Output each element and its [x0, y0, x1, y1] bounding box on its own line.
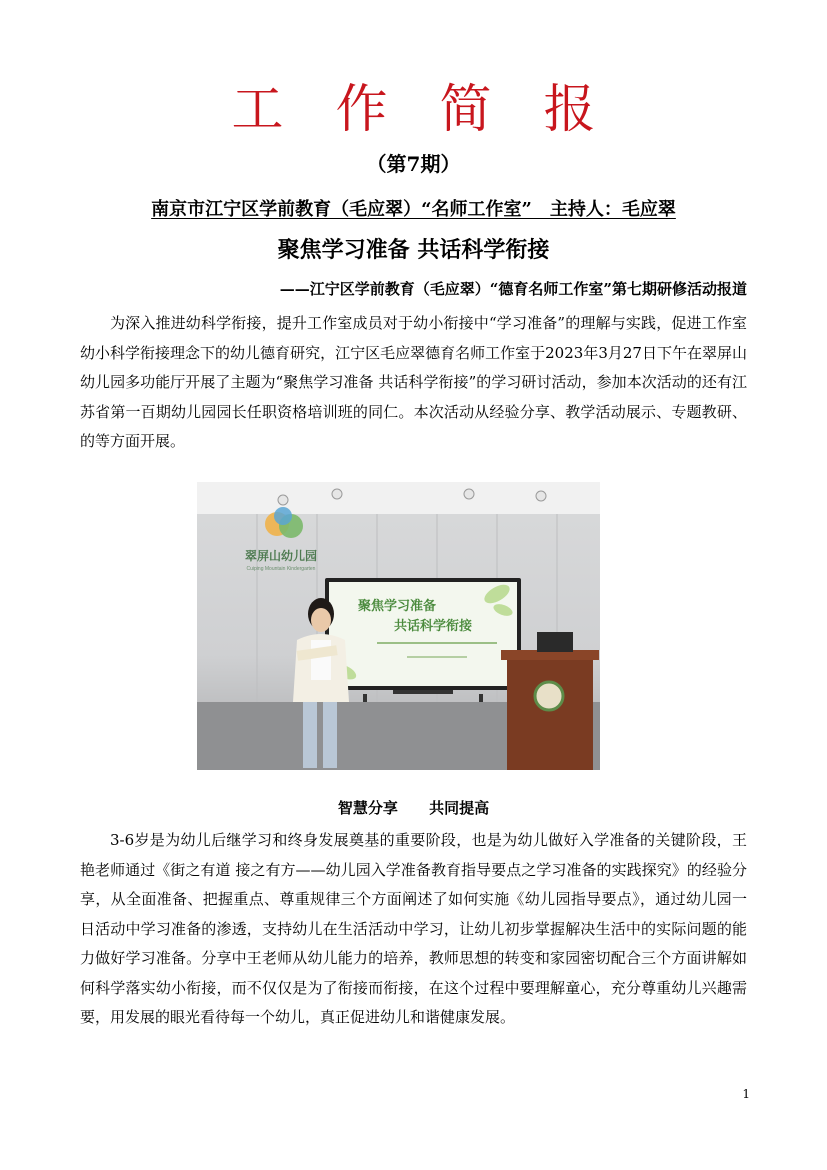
article-subhead: ——江宁区学前教育（毛应翠）“德育名师工作室”第七期研修活动报道 — [279, 280, 747, 298]
masthead-title: 工作简报 — [231, 80, 648, 140]
studio-host-text: 南京市江宁区学前教育（毛应翠）“名师工作室” 主持人：毛应翠 — [151, 199, 676, 220]
section-title: 智慧分享 共同提高 — [337, 799, 490, 817]
screen-title-line1: 聚焦学习准备 — [357, 598, 437, 613]
issue-number: （第7期） — [366, 152, 461, 176]
article-headline: 聚焦学习准备 共话科学衔接 — [277, 237, 550, 263]
event-photo — [197, 482, 600, 770]
page-number: 1 — [742, 1087, 750, 1101]
wall-logo-subtext: Cuiping Mountain Kindergarten — [246, 566, 316, 572]
screen-title-line2: 共话科学衔接 — [393, 618, 473, 633]
section-body-paragraph: 3-6岁是为幼儿后继学习和终身发展奠基的重要阶段，也是为幼儿做好入学准备的关键阶段，王艳老师通过《街之有道 接之有方——幼儿园入学准备教育指导要点之学习准备的实践探究》的经验分享，从全面准备、把握重点、尊重规律三个方面阐述了如何实施《幼儿园指导要点》，通过幼儿园一日活动中学习准备的渗透，支持幼儿在生活活动中学习，让幼儿初步掌握解决生活中的实际问题的能力做好学习准备。分享中王老师从幼儿能力的培养，教师思想的转变和家园密切配合三个方面讲解如何科学落实幼小衔接，而不仅仅是为了衔接而衔接，在这个过程中要理解童心，充分尊重幼儿兴趣需要，用发展的眼光看待每一个幼儿，真正促进幼儿和谐健康发展。 — [80, 831, 747, 1026]
studio-host-line — [80, 196, 747, 224]
wall-logo-text: 翠屏山幼儿园 — [244, 549, 318, 563]
podium-emblem-icon — [535, 682, 563, 710]
intro-paragraph: 为深入推进幼科学衔接，提升工作室成员对于幼小衔接中“学习准备”的理解与实践，促进工作室幼小科学衔接理念下的幼儿德育研究，江宁区毛应翠德育名师工作室于2023年3月27日下午在翠屏山幼儿园多功能厅开展了主题为“聚焦学习准备 共话科学衔接”的学习研讨活动，参加本次活动的还有江苏省第一百期幼儿园园长任职资格培训班的同仁。本次活动从经验分享、教学活动展示、专题教研、的等方面开展。 — [80, 314, 747, 450]
